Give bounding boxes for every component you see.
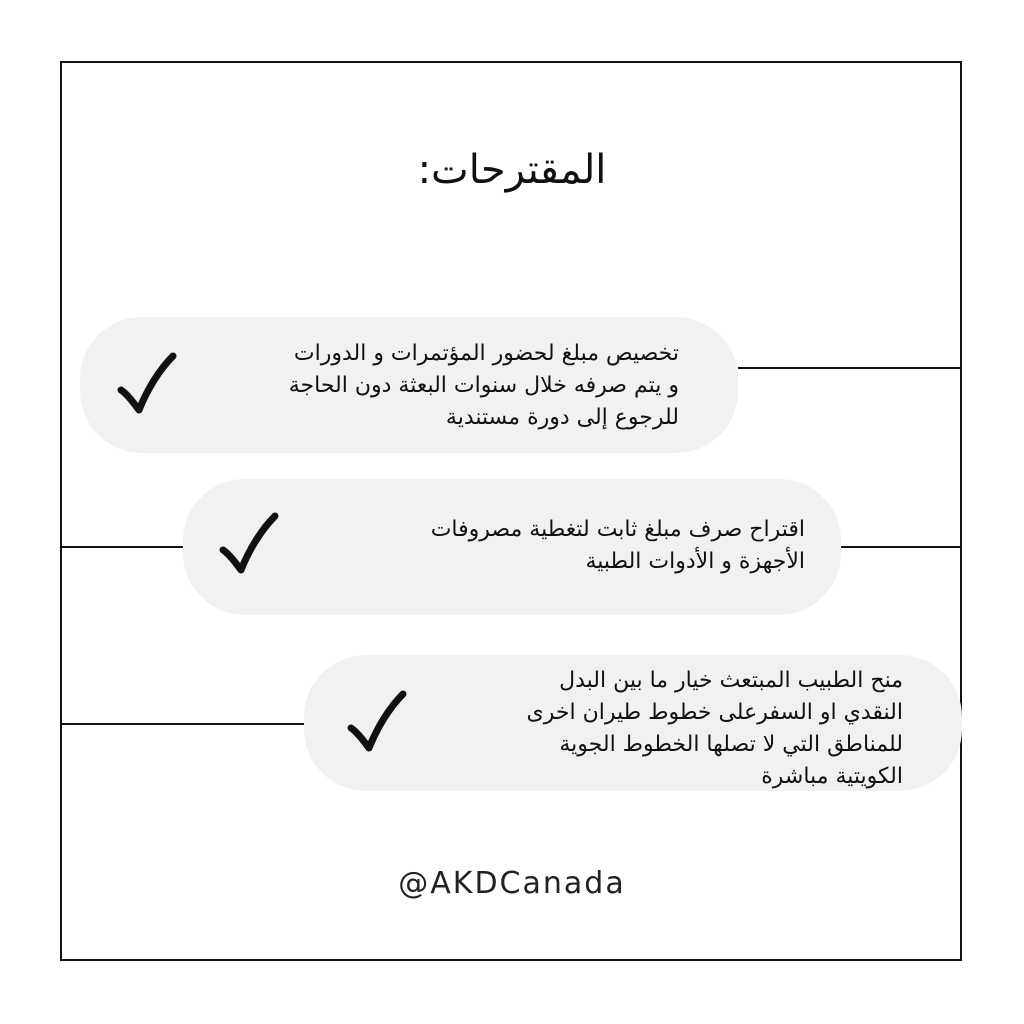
connector-line-1 xyxy=(738,367,962,369)
suggestion-3-line-1: منح الطبيب المبتعث خيار ما بين البدل xyxy=(559,668,903,693)
checkmark-icon xyxy=(347,688,407,758)
connector-line-2-left xyxy=(60,546,184,548)
suggestion-2-line-1: اقتراح صرف مبلغ ثابت لتغطية مصروفات xyxy=(430,517,805,542)
suggestion-1-line-1: تخصيص مبلغ لحضور المؤتمرات و الدورات xyxy=(293,341,679,366)
suggestion-3-line-2: النقدي او السفرعلى خطوط طيران اخرى xyxy=(526,700,903,725)
connector-line-2-right xyxy=(840,546,962,548)
connector-line-3 xyxy=(60,723,310,725)
checkmark-icon xyxy=(117,350,177,420)
suggestion-text-3 xyxy=(527,665,904,793)
suggestion-text-2 xyxy=(431,514,805,578)
footer-handle: @AKDCanada xyxy=(398,866,626,901)
suggestion-text-1 xyxy=(289,338,679,434)
checkmark-icon xyxy=(219,510,279,580)
suggestion-1-line-2: و يتم صرفه خلال سنوات البعثة دون الحاجة xyxy=(288,373,679,398)
suggestion-2-line-2: الأجهزة و الأدوات الطبية xyxy=(585,549,805,574)
suggestion-3-line-4: الكويتية مباشرة xyxy=(761,764,903,789)
page-title: المقترحات: xyxy=(417,147,607,193)
suggestion-1-line-3: للرجوع إلى دورة مستندية xyxy=(445,405,679,430)
suggestion-3-line-3: للمناطق التي لا تصلها الخطوط الجوية xyxy=(559,732,903,757)
